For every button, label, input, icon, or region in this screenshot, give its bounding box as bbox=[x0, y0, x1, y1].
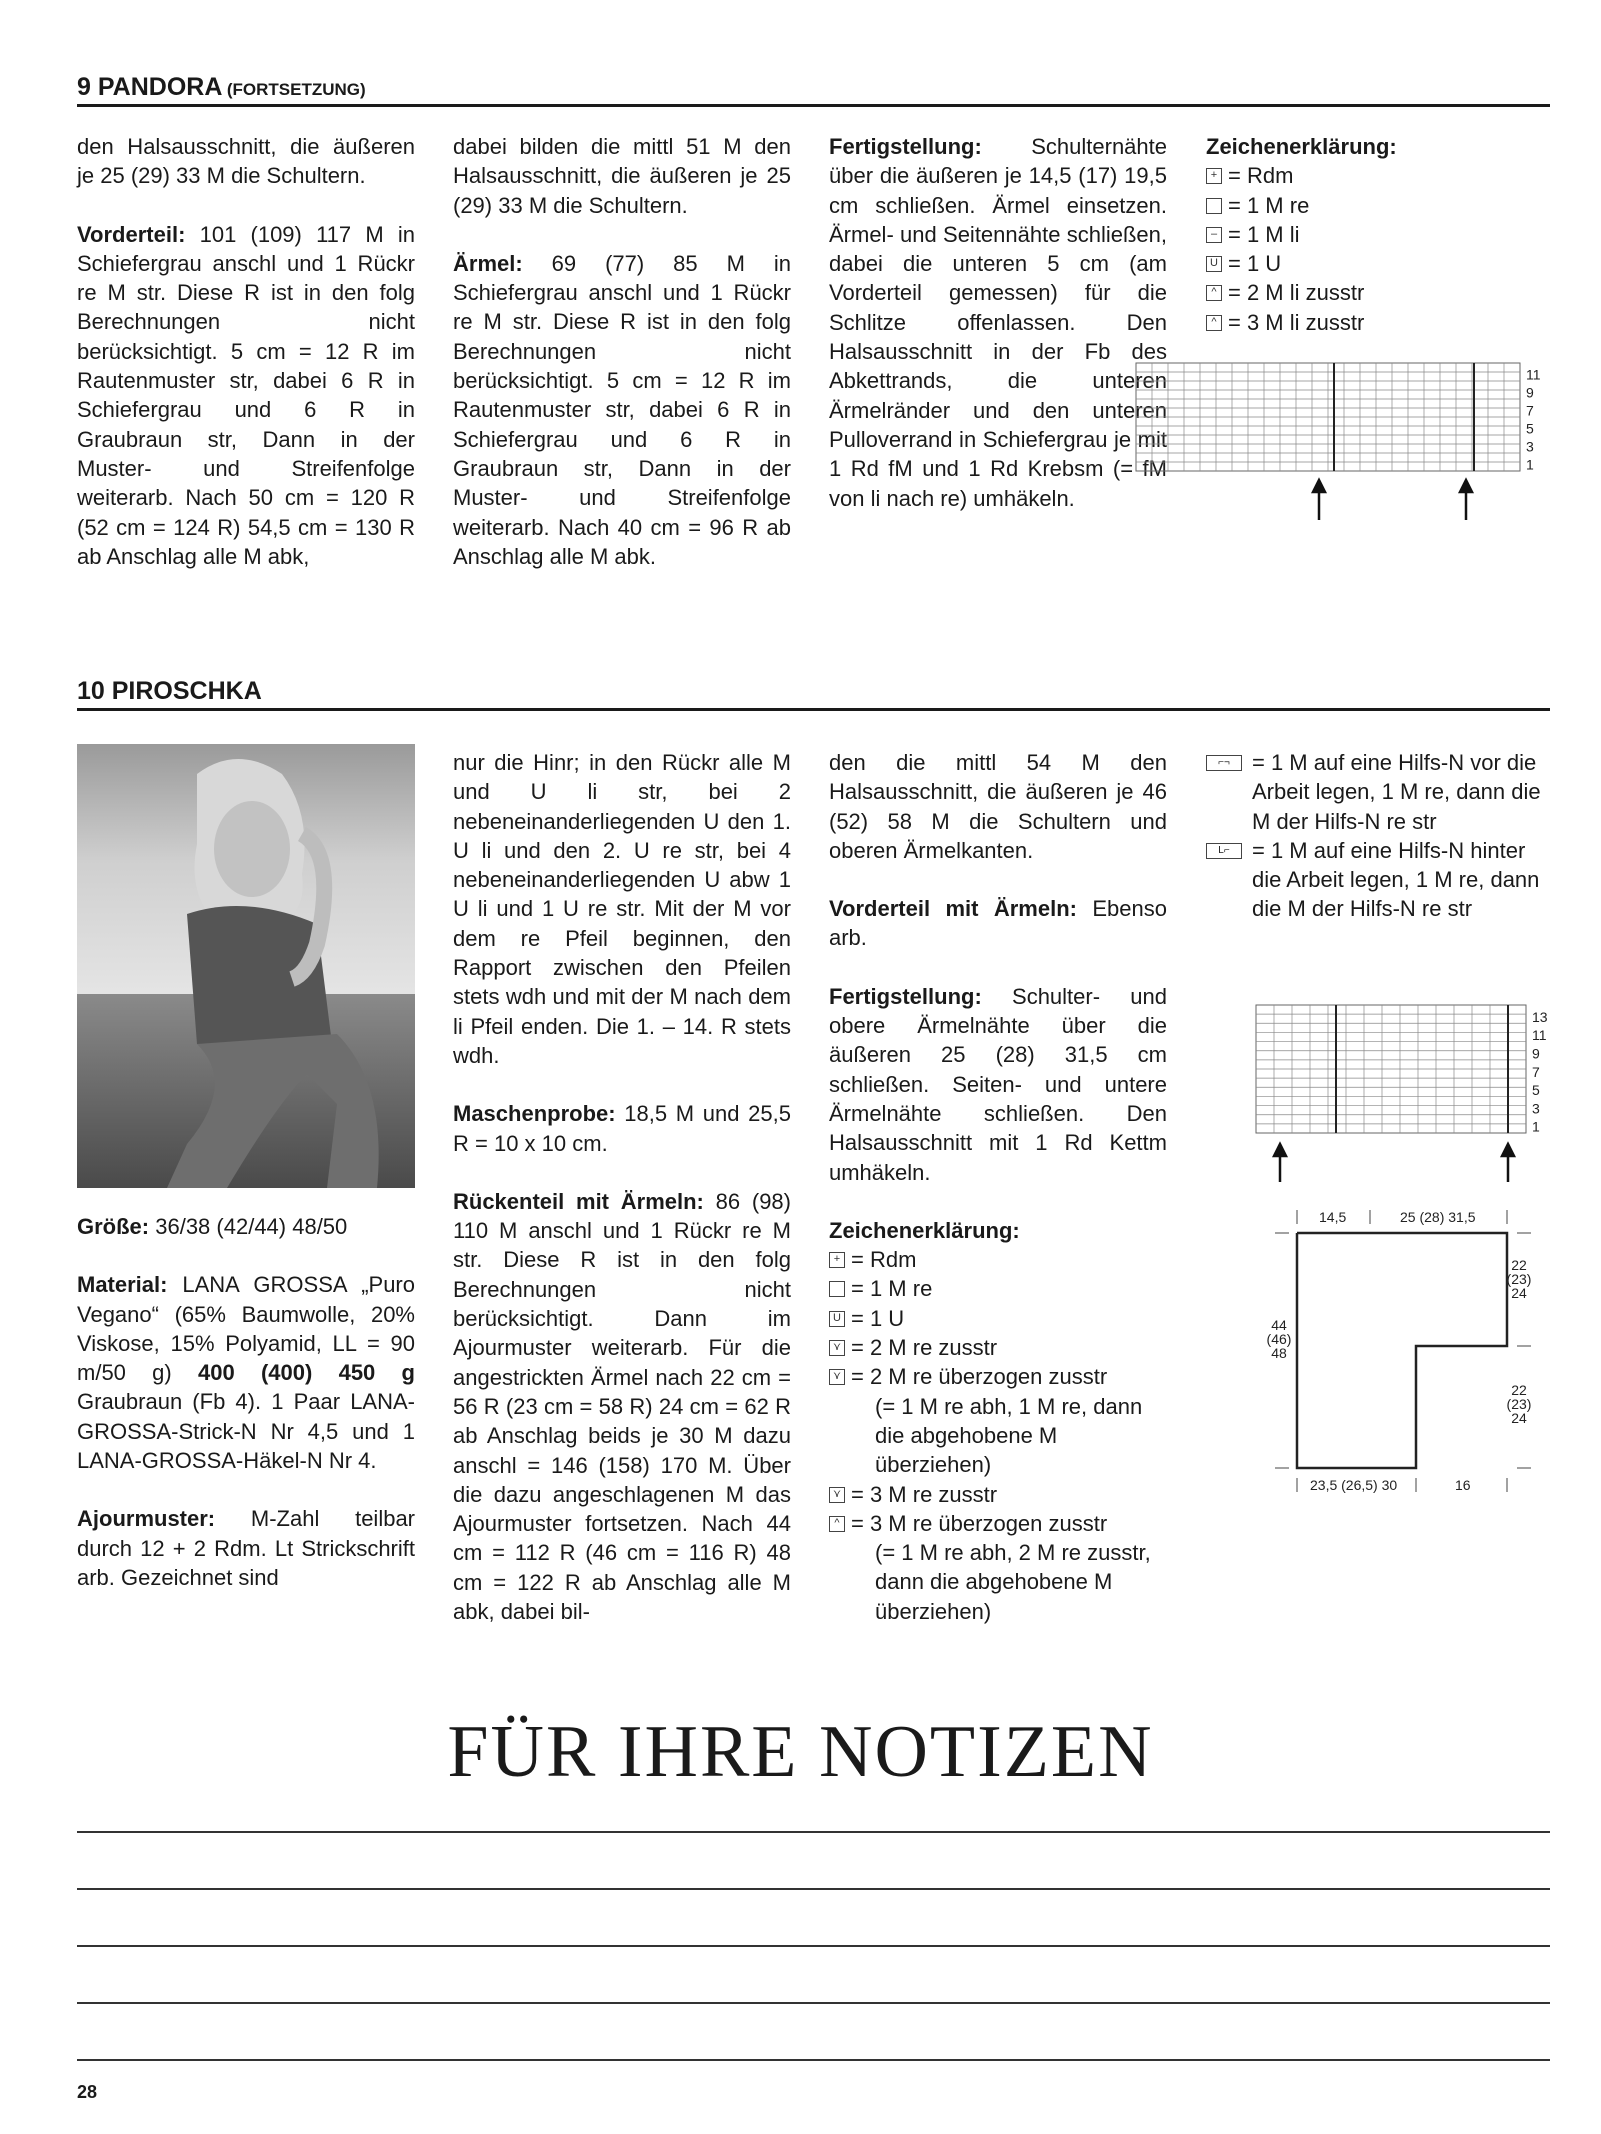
knit-three-together-icon: ⋎ bbox=[829, 1487, 845, 1503]
chart-row-number: 9 bbox=[1532, 1045, 1540, 1062]
legend-text: = 2 M re überzogen zusstr bbox=[851, 1364, 1108, 1390]
legend-text: = Rdm bbox=[851, 1247, 917, 1273]
measure-label: (46) bbox=[1266, 1331, 1292, 1347]
ssk-icon: ⋎ bbox=[829, 1369, 845, 1385]
piroschka-column-2 bbox=[453, 748, 791, 1626]
legend-item bbox=[1206, 308, 1546, 337]
pandora-knitting-chart bbox=[1130, 360, 1570, 530]
paragraph: den Halsausschnitt, die äußeren je 25 (29) 33 M die Schultern. bbox=[77, 134, 415, 189]
text: 18,5 M und 25,5 R = 10 x 10 cm. bbox=[453, 1101, 791, 1156]
cable-front-icon: ⌐¬ bbox=[1206, 755, 1242, 771]
label: Vorderteil: bbox=[77, 221, 186, 247]
paragraph bbox=[453, 249, 791, 571]
legend-item bbox=[1206, 220, 1546, 249]
note-line[interactable] bbox=[77, 1945, 1550, 1947]
section-title: 10 PIROSCHKA bbox=[77, 677, 262, 705]
chart-row-number: 3 bbox=[1532, 1100, 1540, 1117]
legend-text: = 2 M li zusstr bbox=[1228, 280, 1365, 306]
label: Maschenprobe: bbox=[453, 1101, 616, 1127]
sk2p-icon: ^ bbox=[829, 1516, 845, 1532]
page-number: 28 bbox=[77, 2082, 98, 2102]
legend-text: = 1 M li bbox=[1228, 221, 1300, 247]
legend-text: = 1 M auf eine Hilfs-N vor die Arbeit legen, 1 M re, dann die M der Hilfs-N re str bbox=[1252, 750, 1541, 834]
paragraph: nur die Hinr; in den Rückr alle M und U li str, bei 2 nebeneinanderliegenden U den 1. U li und den 2. U re str, bei 4 nebeneinanderliegenden U abw 1 U li und 1 U re str. Mit der M vor dem re Pfeil beginnen, den Rapport zwischen den Pfeilen stets wdh und mit der M nach dem li Pfeil enden. Die 1. – 14. R stets wdh. bbox=[453, 750, 791, 1068]
chart-row-number: 11 bbox=[1532, 1027, 1547, 1044]
text: 86 (98) 110 M anschl und 1 Rückr re M str. Diese R ist in den folg Berechnungen nicht berücksichtigt. Dann im Ajourmuster weiterarb. Für die angestrickten Ärmel nach 22 cm = 56 R (23 cm = 58 R) 24 cm = 62 R ab Anschlag beids je 30 M dazu anschl = 146 (158) 170 M. Über die dazu angeschlagenen M das Ajourmuster fortsetzen. Nach 44 cm = 112 R (46 cm = 116 R) 48 cm = 122 R ab Anschlag alle M abk, dabei bil- bbox=[453, 1188, 791, 1625]
text: Graubraun (Fb 4). 1 Paar LANA-GROSSA-Strick-N Nr 4,5 und 1 LANA-GROSSA-Häkel-N Nr 4. bbox=[77, 1389, 415, 1474]
purl-two-together-icon: ^ bbox=[1206, 285, 1222, 301]
section-subtitle: (FORTSETZUNG) bbox=[226, 80, 366, 99]
measure-label: 48 bbox=[1271, 1345, 1287, 1361]
purl-three-together-icon: ^ bbox=[1206, 315, 1222, 331]
legend-text: = 1 M re bbox=[1228, 192, 1310, 218]
legend-item bbox=[829, 1304, 1167, 1333]
label: Ajourmuster: bbox=[77, 1506, 216, 1532]
chart-row-number: 5 bbox=[1532, 1082, 1540, 1099]
arrow-head-icon bbox=[1502, 1144, 1514, 1156]
chart-row-number: 5 bbox=[1526, 420, 1534, 437]
knit-stitch-icon bbox=[829, 1281, 845, 1297]
label: Vorderteil mit Ärmeln: bbox=[829, 896, 1077, 922]
legend-item bbox=[1206, 249, 1546, 278]
chart-row-number: 11 bbox=[1526, 366, 1541, 383]
legend-item bbox=[829, 1274, 1167, 1303]
legend-text: = 3 M li zusstr bbox=[1228, 309, 1365, 335]
pandora-column-2 bbox=[453, 132, 791, 571]
legend-text: = 1 M auf eine Hilfs-N hinter die Arbeit legen, 1 M re, dann die M der Hilfs-N re str bbox=[1252, 837, 1540, 922]
legend-text: = 1 U bbox=[851, 1305, 905, 1331]
text: M-Zahl teilbar durch 12 + 2 Rdm. Lt Strickschrift arb. Gezeichnet sind bbox=[77, 1506, 415, 1590]
paragraph bbox=[77, 1270, 415, 1475]
note-line[interactable] bbox=[77, 1888, 1550, 1890]
label: Fertigstellung: bbox=[829, 134, 982, 159]
text: 69 (77) 85 M in Schiefergrau anschl und 1 Rückr re M str. Diese R ist in den folg Berechnungen nicht berücksichtigt. 5 cm = 12 R im Rautenmuster str, dabei 6 R in Schiefergrau und 6 R in Graubraun str, Dann in der Muster- und Streifenfolge weiterarb. Nach 40 cm = 96 R ab Anschlag alle M abk. bbox=[453, 250, 791, 569]
measure-label: 14,5 bbox=[1319, 1209, 1347, 1225]
legend-item bbox=[829, 1480, 1167, 1509]
chart-row-number: 3 bbox=[1526, 438, 1534, 455]
chart-row-number: 1 bbox=[1526, 456, 1534, 473]
legend-item bbox=[1206, 836, 1550, 924]
measure-label: (23) bbox=[1506, 1271, 1532, 1287]
legend-item bbox=[829, 1509, 1167, 1538]
legend-item bbox=[1206, 278, 1546, 307]
paragraph bbox=[829, 132, 1167, 513]
pandora-column-1 bbox=[77, 132, 415, 571]
paragraph bbox=[77, 1212, 415, 1241]
piroschka-column-1 bbox=[77, 1212, 415, 1592]
paragraph: dabei bilden die mittl 51 M den Halsausschnitt, die äußeren je 25 (29) 33 M die Schultern. bbox=[453, 134, 791, 218]
legend-title: Zeichenerklärung: bbox=[1206, 134, 1397, 159]
legend-text: = Rdm bbox=[1228, 163, 1294, 189]
section-header-pandora bbox=[77, 72, 1550, 107]
piroschka-legend bbox=[829, 1216, 1167, 1626]
paragraph bbox=[77, 220, 415, 572]
legend-text: = 3 M re überzogen zusstr bbox=[851, 1510, 1108, 1536]
label: Fertigstellung: bbox=[829, 983, 982, 1009]
edge-stitch-icon: + bbox=[829, 1252, 845, 1268]
note-line[interactable] bbox=[77, 2002, 1550, 2004]
note-line[interactable] bbox=[77, 1831, 1550, 1833]
schematic-outline bbox=[1297, 1233, 1507, 1468]
text: 36/38 (42/44) 48/50 bbox=[149, 1214, 348, 1239]
label: Ärmel: bbox=[453, 250, 523, 276]
photo-illustration bbox=[77, 744, 415, 1188]
paragraph bbox=[829, 894, 1167, 953]
edge-stitch-icon: + bbox=[1206, 168, 1222, 184]
legend-note: (= 1 M re abh, 2 M re zusstr, dann die abgehobene M überziehen) bbox=[875, 1540, 1151, 1624]
paragraph: den die mittl 54 M den Halsausschnitt, die äußeren je 46 (52) 58 M die Schultern und oberen Ärmelkanten. bbox=[829, 750, 1167, 863]
chart-row-number: 7 bbox=[1532, 1063, 1540, 1080]
measure-label: (23) bbox=[1506, 1396, 1532, 1412]
paragraph bbox=[77, 1504, 415, 1592]
measure-label: 22 bbox=[1511, 1382, 1527, 1398]
yarn-over-icon: U bbox=[1206, 256, 1222, 272]
text: Schulter- und obere Ärmelnähte über die äußeren 25 (28) 31,5 cm schließen. Seiten- und untere Ärmelnähte schließen. Den Halsausschnitt mit 1 Rd Kettm umhäkeln. bbox=[829, 983, 1167, 1185]
legend-text: = 1 M re bbox=[851, 1276, 933, 1302]
legend-item bbox=[1206, 191, 1546, 220]
section-header-piroschka bbox=[77, 676, 1550, 711]
chart-row-number: 7 bbox=[1526, 402, 1534, 419]
legend-item bbox=[1206, 748, 1550, 836]
section-title: 9 PANDORA bbox=[77, 73, 223, 101]
notes-title: FÜR IHRE NOTIZEN bbox=[447, 1711, 1154, 1793]
label: Rückenteil mit Ärmeln: bbox=[453, 1188, 704, 1214]
knit-stitch-icon bbox=[1206, 198, 1222, 214]
text: Ebenso arb. bbox=[829, 896, 1167, 951]
measure-label: 23,5 (26,5) 30 bbox=[1310, 1477, 1398, 1493]
legend-item bbox=[829, 1362, 1167, 1391]
chart-row-number: 1 bbox=[1532, 1118, 1540, 1135]
arrow-head-icon bbox=[1274, 1144, 1286, 1156]
measure-label: 16 bbox=[1455, 1477, 1471, 1493]
text-bold: 400 (400) 450 g bbox=[198, 1360, 415, 1386]
text: 101 (109) 117 M in Schiefergrau anschl und 1 Rückr re M str. Diese R ist in den folg Berechnungen nicht berücksichtigt. 5 cm = 12 R im Rautenmuster str, dabei 6 R in Schiefergrau und 6 R in Graubraun str, Dann in der Muster- und Streifenfolge weiterarb. Nach 50 cm = 120 R (52 cm = 124 R) 54,5 cm = 130 R ab Anschlag alle M abk, bbox=[77, 221, 415, 569]
note-line[interactable] bbox=[77, 2059, 1550, 2061]
arrow-head-icon bbox=[1313, 480, 1325, 492]
measure-label: 22 bbox=[1511, 1257, 1527, 1273]
model-photo bbox=[77, 744, 415, 1188]
measure-label: 24 bbox=[1511, 1285, 1527, 1301]
garment-schematic bbox=[1255, 1200, 1555, 1500]
purl-stitch-icon: – bbox=[1206, 227, 1222, 243]
text: LANA GROSSA „Puro Vegano“ (65% Baumwolle, 20% Viskose, 15% Polyamid, LL = 90 m/50 g) bbox=[77, 1272, 415, 1386]
label: Größe: bbox=[77, 1214, 150, 1239]
piroschka-cable-legend bbox=[1206, 748, 1550, 924]
paragraph bbox=[453, 1187, 791, 1626]
paragraph bbox=[453, 1099, 791, 1158]
label: Material: bbox=[77, 1272, 168, 1298]
measure-label: 44 bbox=[1271, 1317, 1287, 1333]
arrow-head-icon bbox=[1460, 480, 1472, 492]
legend-item bbox=[1206, 161, 1546, 190]
legend-title: Zeichenerklärung: bbox=[829, 1217, 1020, 1243]
paragraph bbox=[829, 982, 1167, 1187]
legend-text: = 3 M re zusstr bbox=[851, 1481, 998, 1507]
chart-row-number: 13 bbox=[1532, 1008, 1548, 1025]
chart-row-number: 9 bbox=[1526, 384, 1534, 401]
knit-two-together-icon: ⋎ bbox=[829, 1340, 845, 1356]
yarn-over-icon: U bbox=[829, 1311, 845, 1327]
legend-item bbox=[829, 1333, 1167, 1362]
piroschka-column-3 bbox=[829, 748, 1167, 1626]
cable-back-icon: L⌐ bbox=[1206, 843, 1242, 859]
legend-note: (= 1 M re abh, 1 M re, dann die abgehobene M überziehen) bbox=[875, 1393, 1143, 1478]
measure-label: 25 (28) 31,5 bbox=[1400, 1209, 1476, 1225]
pandora-legend bbox=[1206, 132, 1546, 337]
legend-text: = 2 M re zusstr bbox=[851, 1335, 998, 1361]
legend-item bbox=[829, 1245, 1167, 1274]
legend-text: = 1 U bbox=[1228, 251, 1282, 277]
text: Schulternähte über die äußeren je 14,5 (17) 19,5 cm schließen. Ärmel einsetzen. Ärmel- und Seitennähte schließen, dabei die unteren 5 cm (am Vorderteil gemessen) für die Schlitze offenlassen. Den Halsausschnitt in der Fb des Abkettrands, die unteren Ärmelränder und den unteren Pulloverrand in Schiefergrau je mit 1 Rd fM und 1 Rd Krebsm (= fM von li nach re) umhäkeln. bbox=[829, 134, 1167, 511]
piroschka-knitting-chart bbox=[1250, 1000, 1580, 1190]
measure-label: 24 bbox=[1511, 1410, 1527, 1426]
pandora-column-3 bbox=[829, 132, 1167, 513]
